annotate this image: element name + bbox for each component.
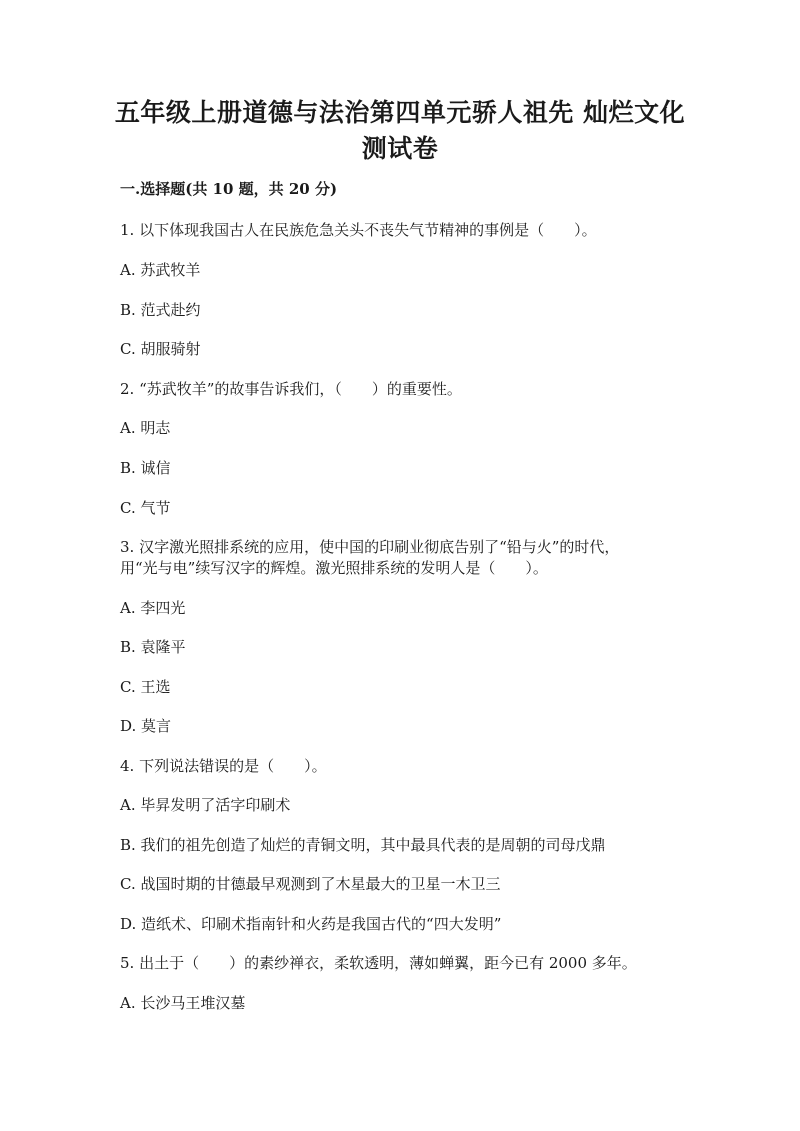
- question-2-stem: 2. “苏武牧羊”的故事告诉我们，（ ）的重要性。: [120, 380, 462, 398]
- question-2-option-b: B. 诚信: [120, 459, 171, 477]
- page-title: 五年级上册道德与法治第四单元骄人祖先 灿烂文化: [114, 98, 686, 127]
- question-4-option-c: C. 战国时期的甘德最早观测到了木星最大的卫星一木卫三: [120, 875, 501, 893]
- section-heading: 一.选择题(共 10 题，共 20 分): [120, 180, 338, 198]
- question-4-option-b: B. 我们的祖先创造了灿烂的青铜文明，其中最具代表的是周朝的司母戊鼎: [120, 836, 606, 854]
- question-5-stem: 5. 出土于（ ）的素纱禅衣，柔软透明，薄如蝉翼，距今已有 2000 多年。: [120, 954, 637, 972]
- question-2-option-a: A. 明志: [120, 419, 171, 437]
- question-2-option-c: C. 气节: [120, 499, 171, 517]
- question-3-option-c: C. 王选: [120, 678, 171, 696]
- question-4-option-a: A. 毕昇发明了活字印刷术: [120, 796, 291, 814]
- question-3-stem-line2: 用“光与电”续写汉字的辉煌。激光照排系统的发明人是（ ）。: [120, 559, 548, 577]
- question-3-option-d: D. 莫言: [120, 717, 172, 735]
- question-4-stem: 4. 下列说法错误的是（ ）。: [120, 757, 327, 775]
- question-3-option-b: B. 袁隆平: [120, 638, 186, 656]
- question-1-option-b: B. 范式赴约: [120, 301, 201, 319]
- question-1-stem: 1. 以下体现我国古人在民族危急关头不丧失气节精神的事例是（ ）。: [120, 221, 597, 239]
- question-5-option-a: A. 长沙马王堆汉墓: [120, 994, 246, 1012]
- page-title-line2: 测试卷: [361, 134, 439, 163]
- question-4-option-d: D. 造纸术、印刷术指南针和火药是我国古代的“四大发明”: [120, 915, 502, 933]
- question-1-option-c: C. 胡服骑射: [120, 340, 201, 358]
- question-3-option-a: A. 李四光: [120, 599, 186, 617]
- question-3-stem-line1: 3. 汉字激光照排系统的应用，使中国的印刷业彻底告别了“铅与火”的时代，: [120, 538, 620, 556]
- question-1-option-a: A. 苏武牧羊: [120, 261, 201, 279]
